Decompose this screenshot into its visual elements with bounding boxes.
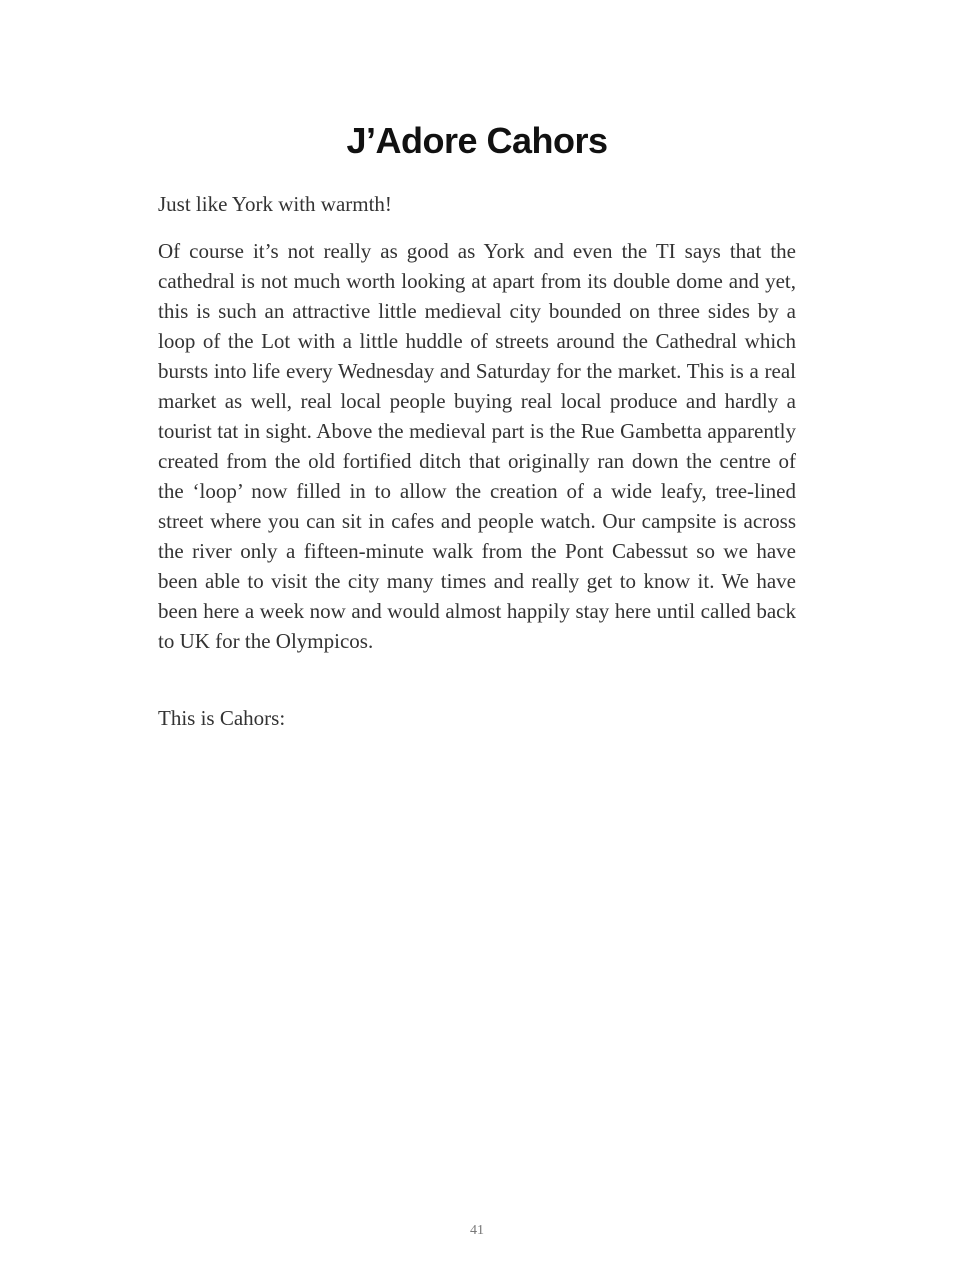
closing-paragraph: This is Cahors: [158,706,286,730]
page-number: 41 [470,1223,484,1238]
intro-paragraph: Just like York with warmth! [158,192,392,216]
main-paragraph: Of course it’s not really as good as York and even the TI says that the cathedral is not much worth looking at apart from its double dome and yet, this is such an attractive little medieval city bounded on three sides by a loop of the Lot with a little huddle of streets around the Cathedral which bursts into life every Wednesday and Saturday for the market. This is a real market as well, real local people buying real local produce and hardly a tourist tat in sight. Above the medieval part is the Rue Gambetta apparently created from the old fortified ditch that originally ran down the centre of the ‘loop’ now filled in to allow the creation of a wide leafy, tree-lined street where you can sit in cafes and people watch. Our campsite is across the river only a fifteen-minute walk from the Pont Cabessut so we have been able to visit the city many times and really get to know it. We have been here a week now and would almost happily stay here until called back to UK for the Olympicos. [158,239,796,653]
page-title: J’Adore Cahors [346,120,608,161]
